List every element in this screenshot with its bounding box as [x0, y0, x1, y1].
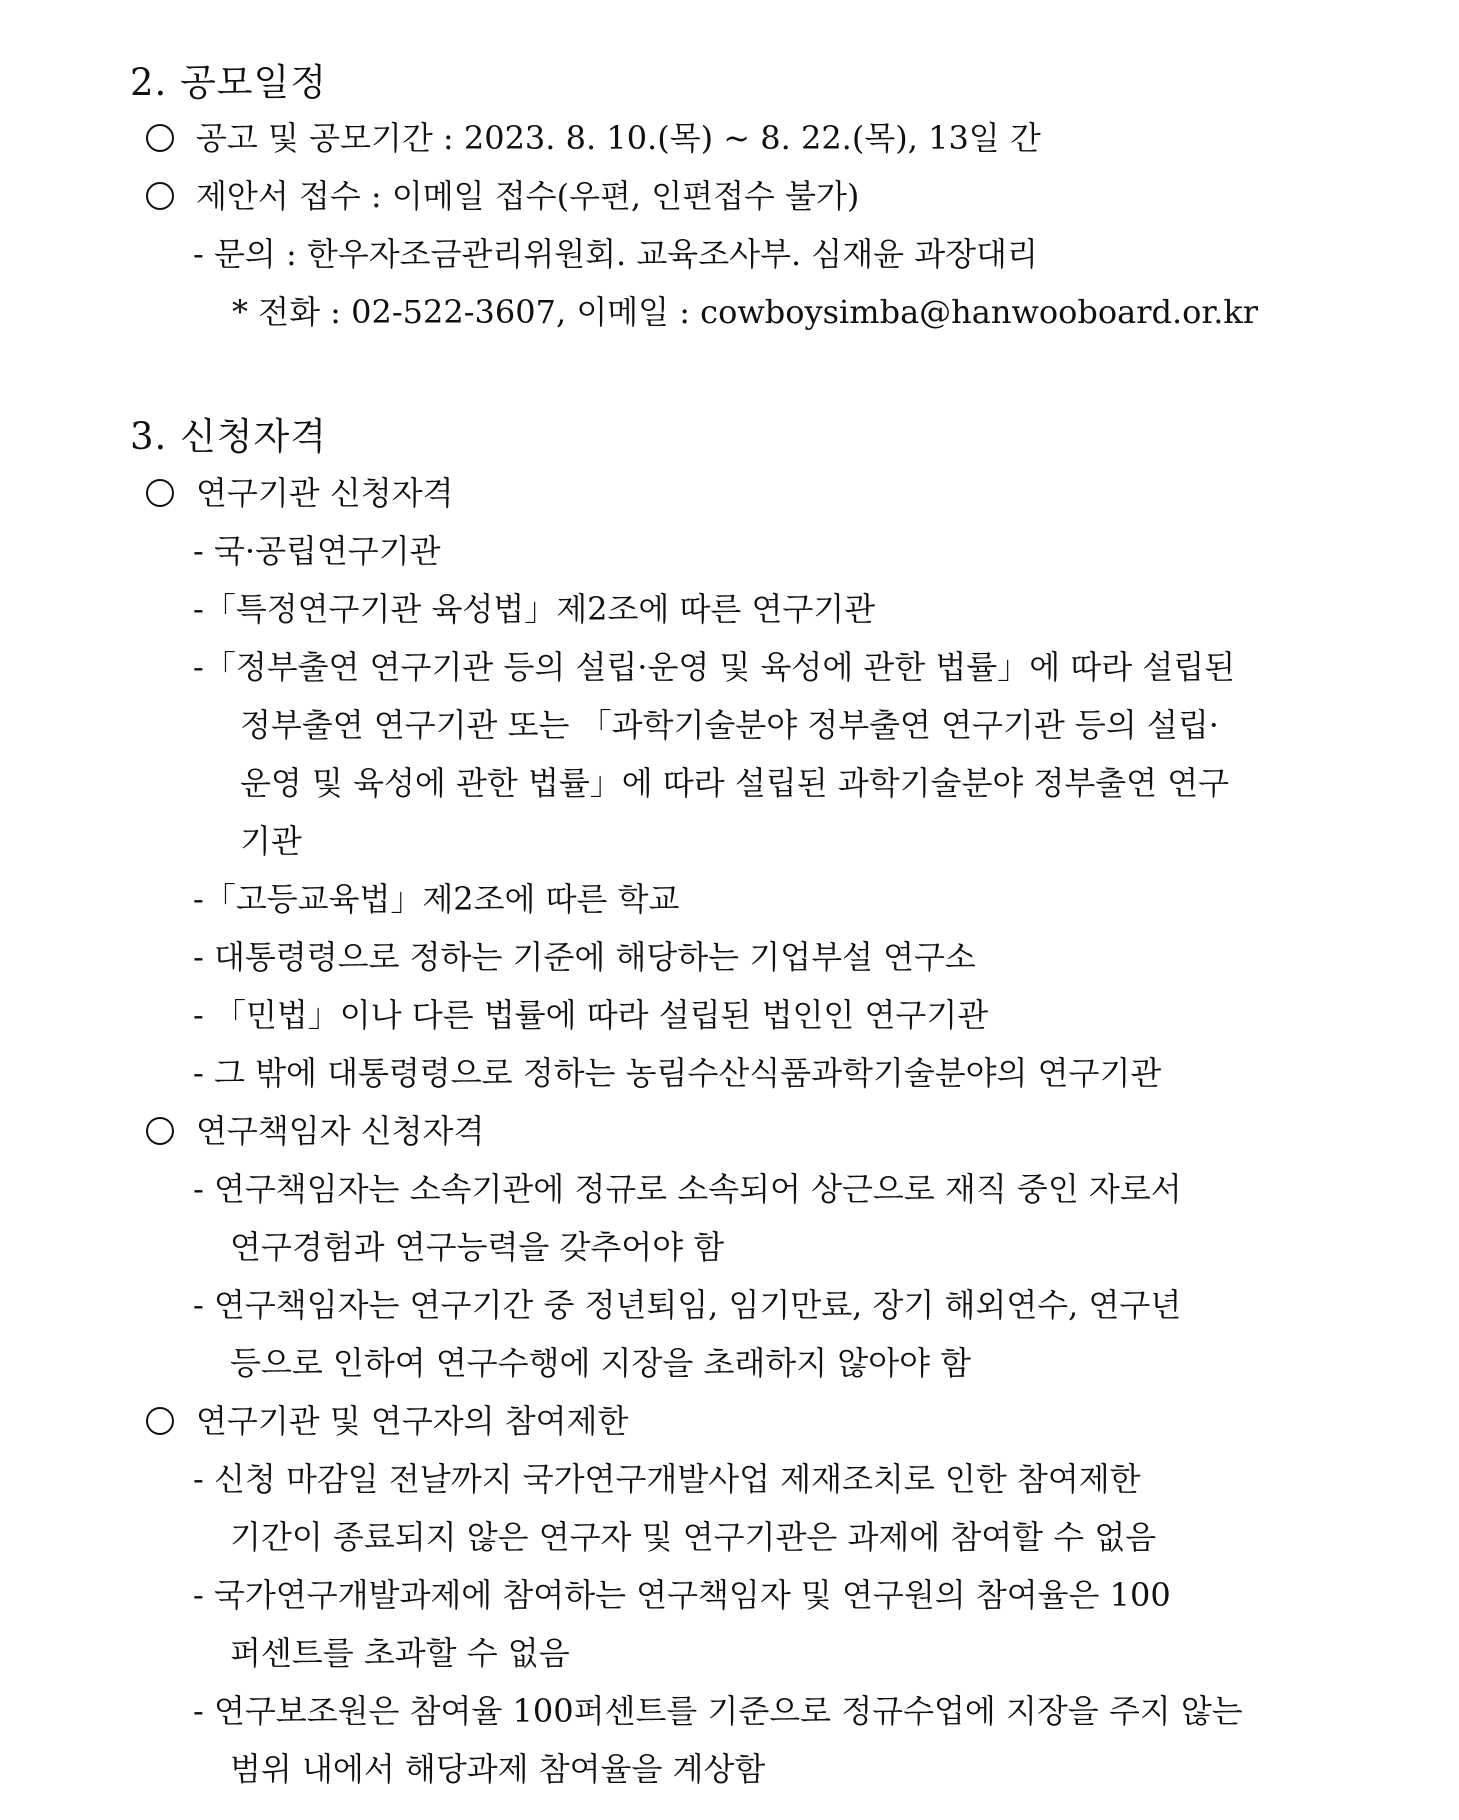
- group-2-title: 연구책임자 신청자격: [196, 1112, 485, 1150]
- group-title: [146, 1401, 628, 1441]
- list-item: - 대통령령으로 정하는 기준에 해당하는 기업부설 연구소: [193, 938, 976, 976]
- circle-bullet-icon: [146, 1407, 174, 1435]
- section-3-heading: 3. 신청자격: [130, 415, 328, 458]
- group-title: [146, 473, 453, 513]
- schedule-item: [146, 118, 1041, 158]
- proposal-submission-text: 제안서 접수 : 이메일 접수(우편, 인편접수 불가): [196, 177, 860, 215]
- list-item-continuation: 정부출연 연구기관 또는 「과학기술분야 정부출연 연구기관 등의 설립·: [240, 706, 1219, 744]
- circle-bullet-icon: [146, 479, 174, 507]
- group-1-title: 연구기관 신청자격: [196, 474, 454, 512]
- list-item-continuation: 운영 및 육성에 관한 법률」에 따라 설립된 과학기술분야 정부출연 연구: [240, 764, 1230, 802]
- schedule-item: [146, 176, 859, 216]
- list-item-continuation: 범위 내에서 해당과제 참여율을 계상함: [230, 1750, 766, 1788]
- list-item-continuation: 등으로 인하여 연구수행에 지장을 초래하지 않아야 함: [230, 1344, 972, 1382]
- list-item: - 신청 마감일 전날까지 국가연구개발사업 제재조치로 인한 참여제한: [193, 1460, 1141, 1498]
- schedule-period-text: 공고 및 공모기간 : 2023. 8. 10.(목) ~ 8. 22.(목), 13일 간: [196, 119, 1041, 157]
- section-2-heading: 2. 공모일정: [130, 61, 328, 104]
- list-item: - 연구보조원은 참여율 100퍼센트를 기준으로 정규수업에 지장을 주지 않는: [193, 1692, 1243, 1730]
- list-item: -「정부출연 연구기관 등의 설립·운영 및 육성에 관한 법률」에 따라 설립된: [193, 648, 1236, 686]
- list-item-continuation: 기간이 종료되지 않은 연구자 및 연구기관은 과제에 참여할 수 없음: [230, 1518, 1157, 1556]
- list-item: - 국·공립연구기관: [193, 532, 441, 570]
- circle-bullet-icon: [146, 182, 174, 210]
- group-title: [146, 1111, 484, 1151]
- list-item-continuation: 연구경험과 연구능력을 갖추어야 함: [230, 1228, 725, 1266]
- list-item: - 「민법」이나 다른 법률에 따라 설립된 법인인 연구기관: [193, 996, 989, 1034]
- list-item-continuation: 퍼센트를 초과할 수 없음: [230, 1634, 570, 1672]
- circle-bullet-icon: [146, 1117, 174, 1145]
- phone-email-line: * 전화 : 02-522-3607, 이메일 : cowboysimba@hanwooboard.or.kr: [232, 293, 1259, 331]
- group-3-title: 연구기관 및 연구자의 참여제한: [196, 1402, 629, 1440]
- circle-bullet-icon: [146, 124, 174, 152]
- list-item: -「특정연구기관 육성법」제2조에 따른 연구기관: [193, 590, 876, 628]
- list-item: - 연구책임자는 소속기관에 정규로 소속되어 상근으로 재직 중인 자로서: [193, 1170, 1182, 1208]
- list-item-continuation: 기관: [240, 822, 302, 860]
- list-item: - 국가연구개발과제에 참여하는 연구책임자 및 연구원의 참여율은 100: [193, 1576, 1171, 1614]
- contact-line: - 문의 : 한우자조금관리위원회. 교육조사부. 심재윤 과장대리: [193, 235, 1038, 273]
- list-item: - 그 밖에 대통령령으로 정하는 농림수산식품과학기술분야의 연구기관: [193, 1054, 1162, 1092]
- list-item: -「고등교육법」제2조에 따른 학교: [193, 880, 680, 918]
- list-item: - 연구책임자는 연구기간 중 정년퇴임, 임기만료, 장기 해외연수, 연구년: [193, 1286, 1182, 1324]
